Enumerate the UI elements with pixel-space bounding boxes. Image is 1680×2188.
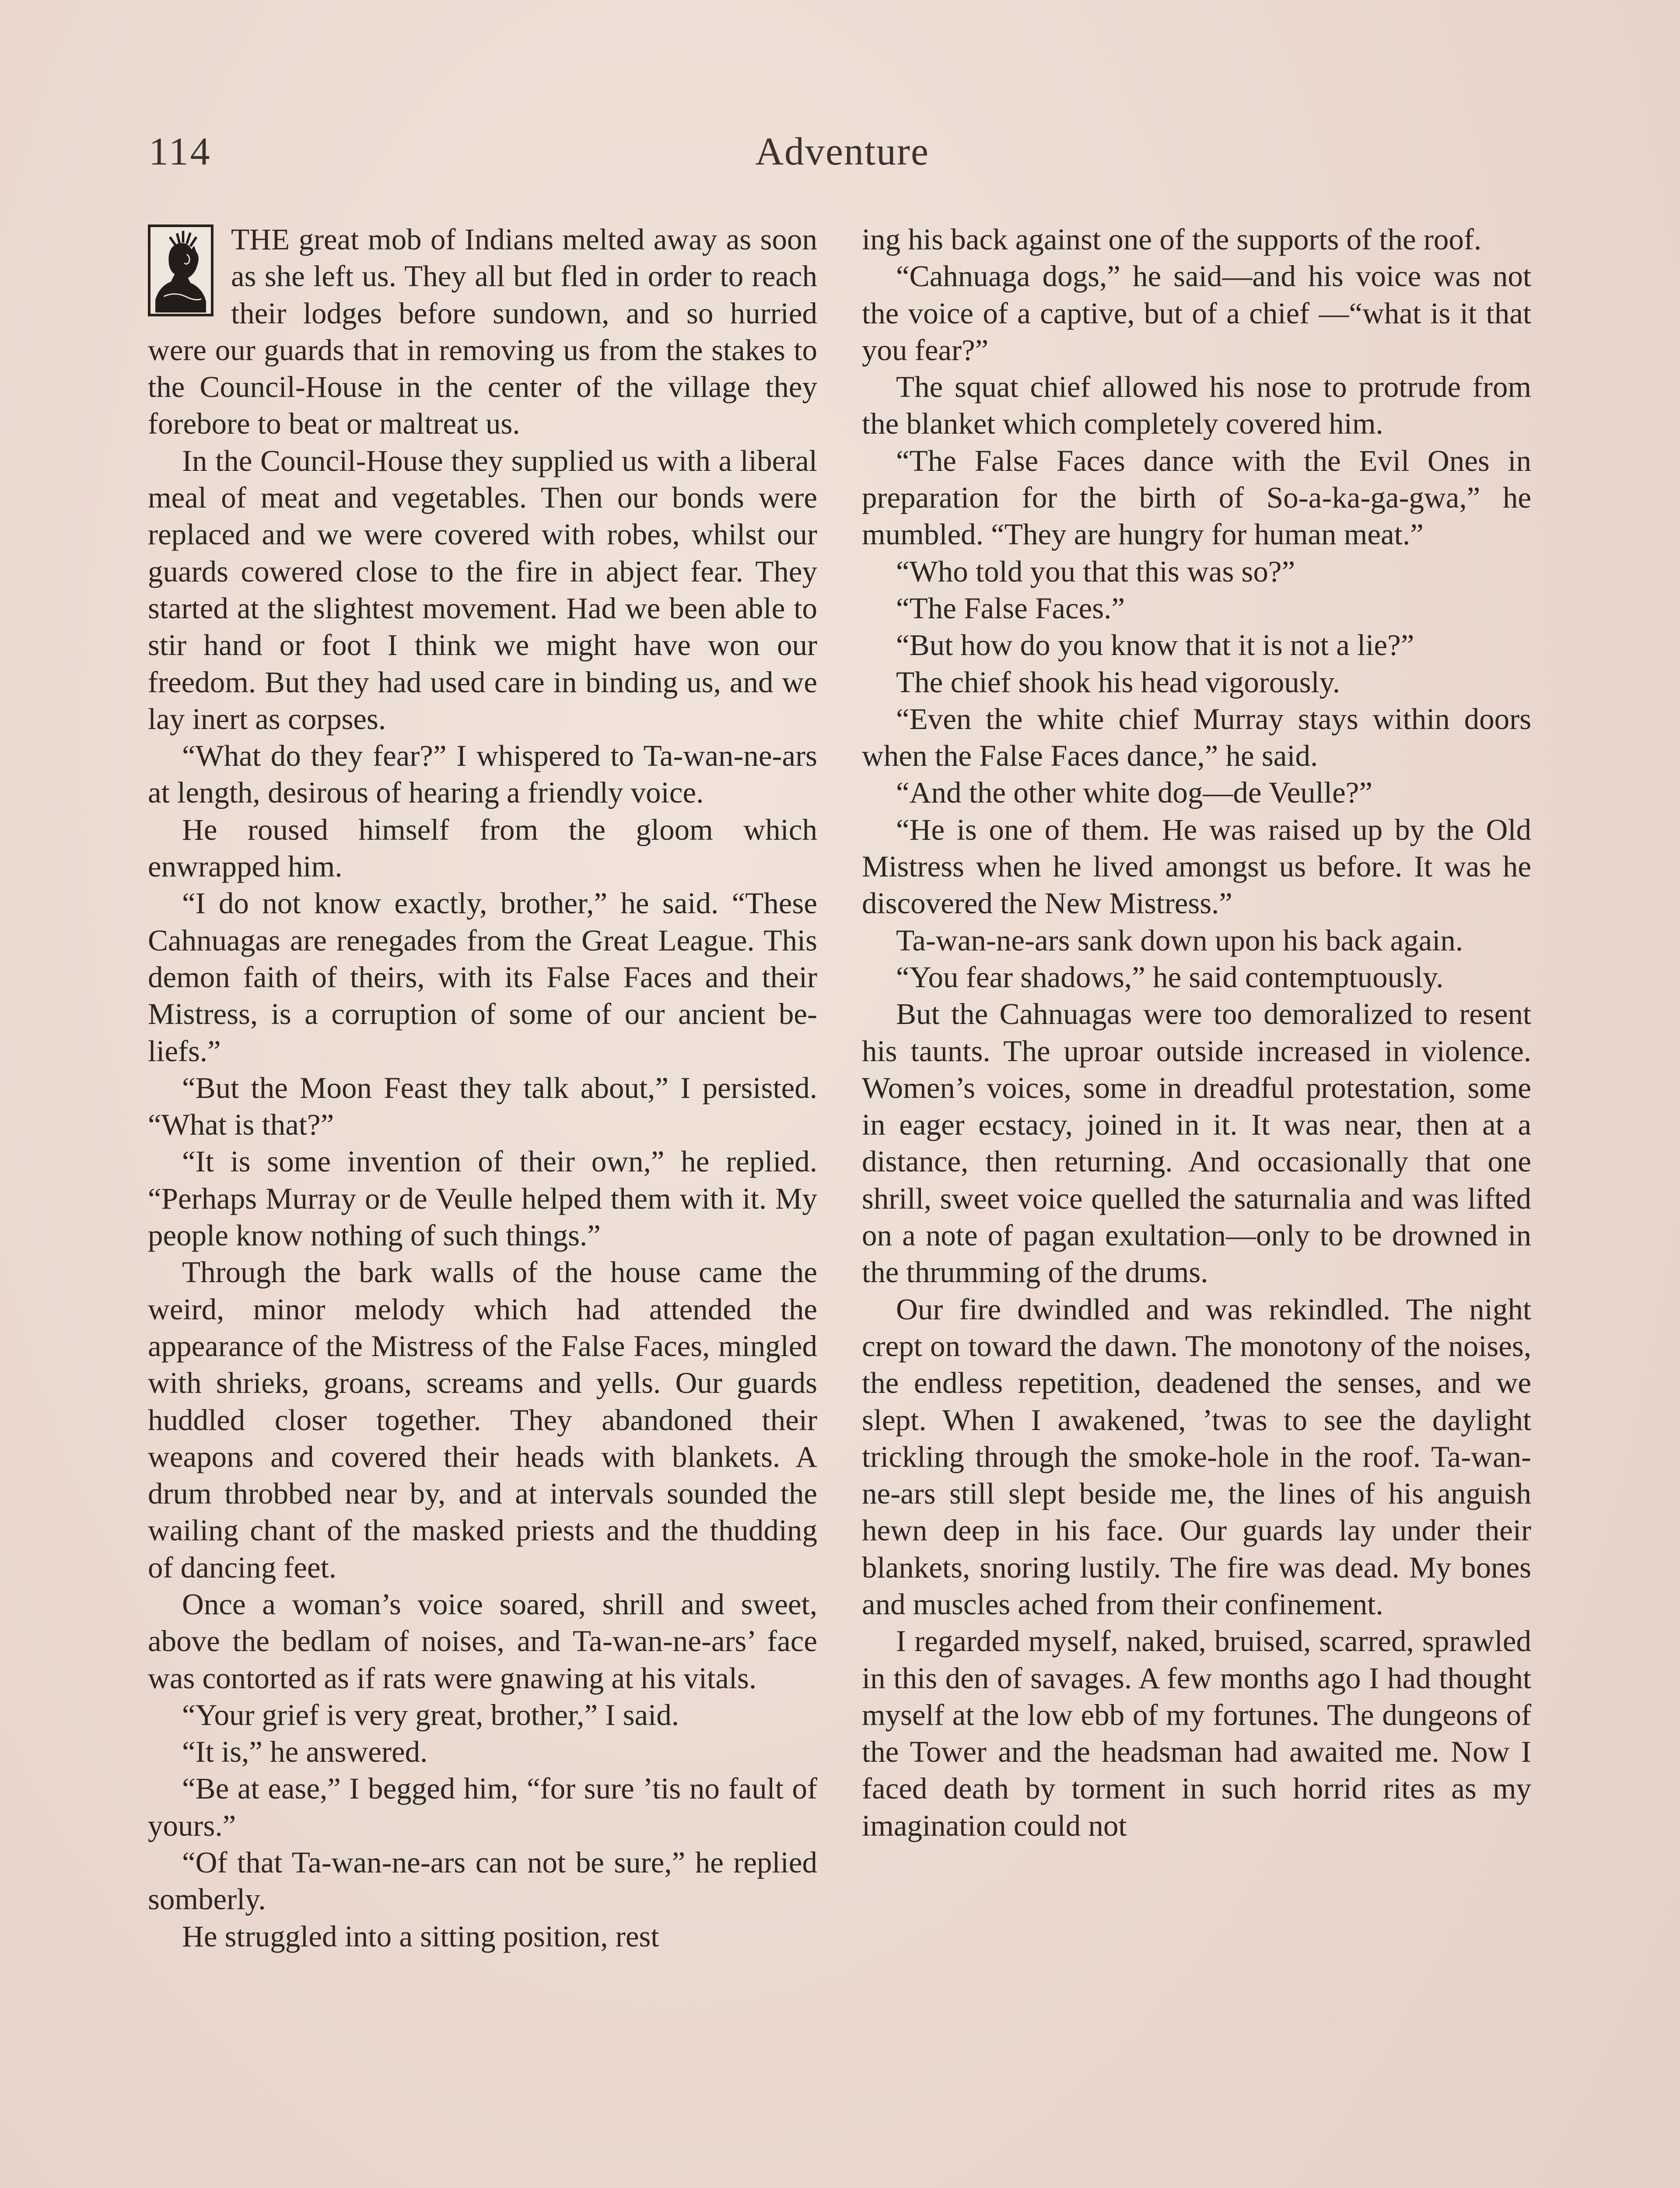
paragraph: ing his back against one of the supports of the roof. [862,223,1482,256]
paragraph: “He is one of them. He was raised up by the Old Mistress when he lived amongst us before. It was he discovered the New Mistress.” [862,813,1531,920]
indian-chief-portrait-icon [148,224,214,316]
paragraph: “Your grief is very great, brother,” I said. [182,1698,679,1732]
paragraph: “It is,” he answered. [182,1735,428,1769]
paragraph: Ta-wan-ne-ars sank down upon his back again. [896,923,1463,957]
paragraph: The chief shook his head vigorously. [896,665,1340,699]
paragraph: “What do they fear?” I whispered to Ta-wan-ne-ars at length, desirous of hearing a friendly voice. [148,739,817,810]
paragraph: He struggled into a sitting position, rest [182,1919,659,1953]
paragraph: “Even the white chief Murray stays within doors when the False Faces dance,” he said. [862,702,1531,773]
paragraph: “Of that Ta-wan-ne-ars can not be sure,” he replied somberly. [148,1846,817,1916]
paragraph: But the Cahnuagas were too demoralized to resent his taunts. The uproar outside increased in violence. Women’s voices, some in dreadful protestation, some in eager ecstacy, joined in it. It was near, then at a distance, then returning. And occasionally that one shrill, sweet voice quelled the saturnalia and was lifted on a note of pagan exultation—only to be drowned in the thrumming of the drums. [862,997,1531,1289]
paragraph: He roused himself from the gloom which enwrapped him. [148,813,817,884]
paragraph: “Be at ease,” I begged him, “for sure ’tis no fault of yours.” [148,1772,817,1842]
running-head: Adventure [755,130,929,173]
page-header [149,129,1536,186]
paragraph: “You fear shadows,” he said contemptuously. [896,960,1444,994]
right-column [862,221,1531,1844]
paragraph: “I do not know exactly, brother,” he said. “These Cahnuagas are renegades from the Great League. This demon faith of theirs, with its False Faces and their Mistress, is a corruption of some of our ancient beliefs.” [148,887,817,1068]
paragraph: In the Council-House they supplied us with a liberal meal of meat and vegetables. Then our bonds were replaced and we were covered with robes, whilst our guards cowered close to the fire in abject fear. They started at the slightest movement. Had we been able to stir hand or foot I think we might have won our freedom. But they had used care in binding us, and we lay inert as corpses. [148,444,817,736]
paragraph: “The False Faces.” [896,591,1125,625]
page-number: 114 [149,130,212,173]
paragraph: “But the Moon Feast they talk about,” I persisted. “What is that?” [148,1071,817,1142]
paragraph: “And the other white dog—de Veulle?” [896,776,1372,810]
paragraph: Through the bark walls of the house came the weird, minor melody which had attended the appearance of the Mistress of the False Faces, mingled with shrieks, groans, screams and yells. Our guards huddled closer together. They abandoned their weapons and covered their heads with blankets. A drum throbbed near by, and at intervals sounded the wailing chant of the masked priests and the thudding of dancing feet. [148,1255,817,1584]
paragraph: “The False Faces dance with the Evil Ones in preparation for the birth of So-a-ka-ga-gwa,” he mumbled. “They are hungry for human meat.” [862,444,1531,551]
paragraph: Once a woman’s voice soared, shrill and sweet, above the bedlam of noises, and Ta-wan-ne-ars’ face was contorted as if rats were gnawing at his vitals. [148,1587,817,1695]
paragraph: “Cahnuaga dogs,” he said—and his voice was not the voice of a captive, but of a chief —“what is it that you fear?” [862,259,1531,367]
paragraph: Our fire dwindled and was rekindled. The night crept on toward the dawn. The monotony of the noises, the endless repetition, deadened the senses, and we slept. When I awakened, ’twas to see the daylight trickling through the smoke-hole in the roof. Ta-wan-ne-ars still slept beside me, the lines of his anguish hewn deep in his face. Our guards lay under their blankets, snoring lustily. The fire was dead. My bones and muscles ached from their confinement. [862,1292,1531,1621]
paragraph: “But how do you know that it is not a lie?” [896,628,1414,662]
paragraph: The squat chief allowed his nose to protrude from the blanket which completely covered him. [862,370,1531,441]
paragraph: I regarded myself, naked, bruised, scarred, sprawled in this den of savages. A few months ago I had thought myself at the low ebb of my fortunes. The dungeons of the Tower and the headsman had awaited me. Now I faced death by torment in such horrid rites as my imagination could not [862,1624,1531,1842]
paragraph: “It is some invention of their own,” he replied. “Perhaps Murray or de Veulle helped them with it. My people know nothing of such things.” [148,1145,817,1252]
left-column [148,221,817,1955]
paragraph: THE great mob of Indians melted away as soon as she left us. They all but fled in order to reach their lodges before sundown, and so hurried were our guards that in removing us from the stakes to the Council-House in the center of the village they forebore to beat or maltreat us. [148,223,817,441]
paragraph: “Who told you that this was so?” [896,554,1295,588]
